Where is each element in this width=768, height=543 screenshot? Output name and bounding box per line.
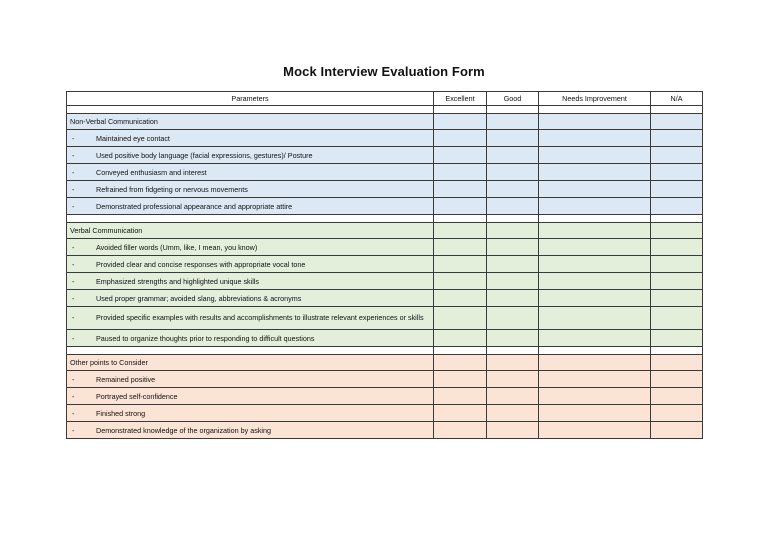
parameter-text: Avoided filler words (Umm, like, I mean, you know) — [96, 242, 258, 252]
rating-cell[interactable] — [434, 371, 487, 388]
rating-cell[interactable] — [651, 371, 703, 388]
rating-cell[interactable] — [651, 290, 703, 307]
parameter-text: Provided specific examples with results and accomplishments to illustrate relevant experiences or skills — [96, 313, 424, 322]
rating-cell[interactable] — [651, 164, 703, 181]
table-row: - Demonstrated professional appearance and appropriate attire — [67, 198, 703, 215]
table-row: - Used positive body language (facial expressions, gestures)/ Posture — [67, 147, 703, 164]
rating-cell[interactable] — [539, 147, 651, 164]
rating-cell[interactable] — [539, 181, 651, 198]
rating-cell[interactable] — [651, 330, 703, 347]
header-good: Good — [487, 92, 539, 106]
rating-cell[interactable] — [487, 181, 539, 198]
rating-cell[interactable] — [651, 422, 703, 439]
rating-cell[interactable] — [487, 388, 539, 405]
rating-cell[interactable] — [651, 147, 703, 164]
rating-cell[interactable] — [539, 307, 651, 330]
parameter-text: Refrained from fidgeting or nervous movements — [96, 184, 248, 194]
rating-cell[interactable] — [651, 405, 703, 422]
rating-cell[interactable] — [434, 130, 487, 147]
rating-cell[interactable] — [651, 130, 703, 147]
table-row: - Portrayed self-confidence — [67, 388, 703, 405]
table-row: - Provided specific examples with results and accomplishments to illustrate relevant experiences or skills — [67, 307, 703, 330]
rating-cell[interactable] — [434, 181, 487, 198]
header-parameters: Parameters — [67, 92, 434, 106]
rating-cell[interactable] — [487, 273, 539, 290]
rating-cell[interactable] — [487, 256, 539, 273]
rating-cell[interactable] — [487, 307, 539, 330]
table-row: - Refrained from fidgeting or nervous movements — [67, 181, 703, 198]
rating-cell[interactable] — [434, 307, 487, 330]
rating-cell[interactable] — [539, 422, 651, 439]
rating-cell[interactable] — [539, 371, 651, 388]
rating-cell[interactable] — [539, 239, 651, 256]
rating-cell[interactable] — [651, 307, 703, 330]
rating-cell[interactable] — [539, 273, 651, 290]
header-na: N/A — [651, 92, 703, 106]
rating-cell[interactable] — [487, 330, 539, 347]
rating-cell[interactable] — [434, 290, 487, 307]
spacer-row — [67, 347, 703, 355]
rating-cell[interactable] — [539, 290, 651, 307]
table-row: - Provided clear and concise responses with appropriate vocal tone — [67, 256, 703, 273]
rating-cell[interactable] — [434, 256, 487, 273]
parameter-text: Emphasized strengths and highlighted unique skills — [96, 276, 260, 286]
rating-cell[interactable] — [434, 405, 487, 422]
rating-cell[interactable] — [651, 239, 703, 256]
rating-cell[interactable] — [434, 273, 487, 290]
parameter-text: Conveyed enthusiasm and interest — [96, 167, 207, 177]
rating-cell[interactable] — [651, 273, 703, 290]
parameter-text: Portrayed self-confidence — [96, 391, 178, 401]
table-row: - Remained positive — [67, 371, 703, 388]
parameter-text: Demonstrated knowledge of the organization by asking — [96, 425, 272, 435]
header-needs-improvement: Needs Improvement — [539, 92, 651, 106]
parameter-text: Finished strong — [96, 408, 146, 418]
rating-cell[interactable] — [487, 147, 539, 164]
rating-cell[interactable] — [539, 405, 651, 422]
table-row: - Avoided filler words (Umm, like, I mean, you know) — [67, 239, 703, 256]
rating-cell[interactable] — [651, 181, 703, 198]
rating-cell[interactable] — [487, 290, 539, 307]
parameter-text: Remained positive — [96, 374, 156, 384]
rating-cell[interactable] — [487, 239, 539, 256]
table-row: - Demonstrated knowledge of the organization by asking — [67, 422, 703, 439]
rating-cell[interactable] — [487, 198, 539, 215]
rating-cell[interactable] — [651, 256, 703, 273]
rating-cell[interactable] — [487, 130, 539, 147]
rating-cell[interactable] — [651, 198, 703, 215]
rating-cell[interactable] — [434, 147, 487, 164]
table-row: - Paused to organize thoughts prior to responding to difficult questions — [67, 330, 703, 347]
form-title: Mock Interview Evaluation Form — [283, 64, 485, 79]
spacer-row — [67, 215, 703, 223]
rating-cell[interactable] — [487, 405, 539, 422]
table-row: - Finished strong — [67, 405, 703, 422]
rating-cell[interactable] — [539, 388, 651, 405]
header-excellent: Excellent — [434, 92, 487, 106]
table-row: - Conveyed enthusiasm and interest — [67, 164, 703, 181]
parameter-text: Maintained eye contact — [96, 133, 170, 143]
rating-cell[interactable] — [487, 164, 539, 181]
rating-cell[interactable] — [539, 330, 651, 347]
rating-cell[interactable] — [434, 164, 487, 181]
table-row: - Emphasized strengths and highlighted unique skills — [67, 273, 703, 290]
table-row: - Used proper grammar; avoided slang, abbreviations & acronyms — [67, 290, 703, 307]
parameter-text: Used proper grammar; avoided slang, abbreviations & acronyms — [96, 293, 302, 303]
section-heading: Verbal Communication — [67, 223, 434, 239]
rating-cell[interactable] — [434, 388, 487, 405]
table-row: - Maintained eye contact — [67, 130, 703, 147]
section-heading: Non-Verbal Communication — [67, 114, 434, 130]
rating-cell[interactable] — [539, 164, 651, 181]
rating-cell[interactable] — [539, 198, 651, 215]
rating-cell[interactable] — [539, 130, 651, 147]
parameter-text: Used positive body language (facial expressions, gestures)/ Posture — [96, 150, 313, 160]
rating-cell[interactable] — [651, 388, 703, 405]
parameter-text: Paused to organize thoughts prior to responding to difficult questions — [96, 333, 315, 343]
rating-cell[interactable] — [434, 330, 487, 347]
rating-cell[interactable] — [487, 422, 539, 439]
rating-cell[interactable] — [434, 239, 487, 256]
section-row-other — [67, 355, 703, 371]
evaluation-table — [66, 91, 703, 439]
parameter-text: Demonstrated professional appearance and appropriate attire — [96, 201, 293, 211]
section-row-nonverbal — [67, 114, 703, 130]
rating-cell[interactable] — [434, 198, 487, 215]
rating-cell[interactable] — [539, 256, 651, 273]
section-row-verbal — [67, 223, 703, 239]
section-heading: Other points to Consider — [67, 355, 434, 371]
parameter-text: Provided clear and concise responses with appropriate vocal tone — [96, 259, 306, 269]
rating-cell[interactable] — [434, 422, 487, 439]
header-row — [67, 92, 703, 106]
rating-cell[interactable] — [487, 371, 539, 388]
spacer-row — [67, 106, 703, 114]
